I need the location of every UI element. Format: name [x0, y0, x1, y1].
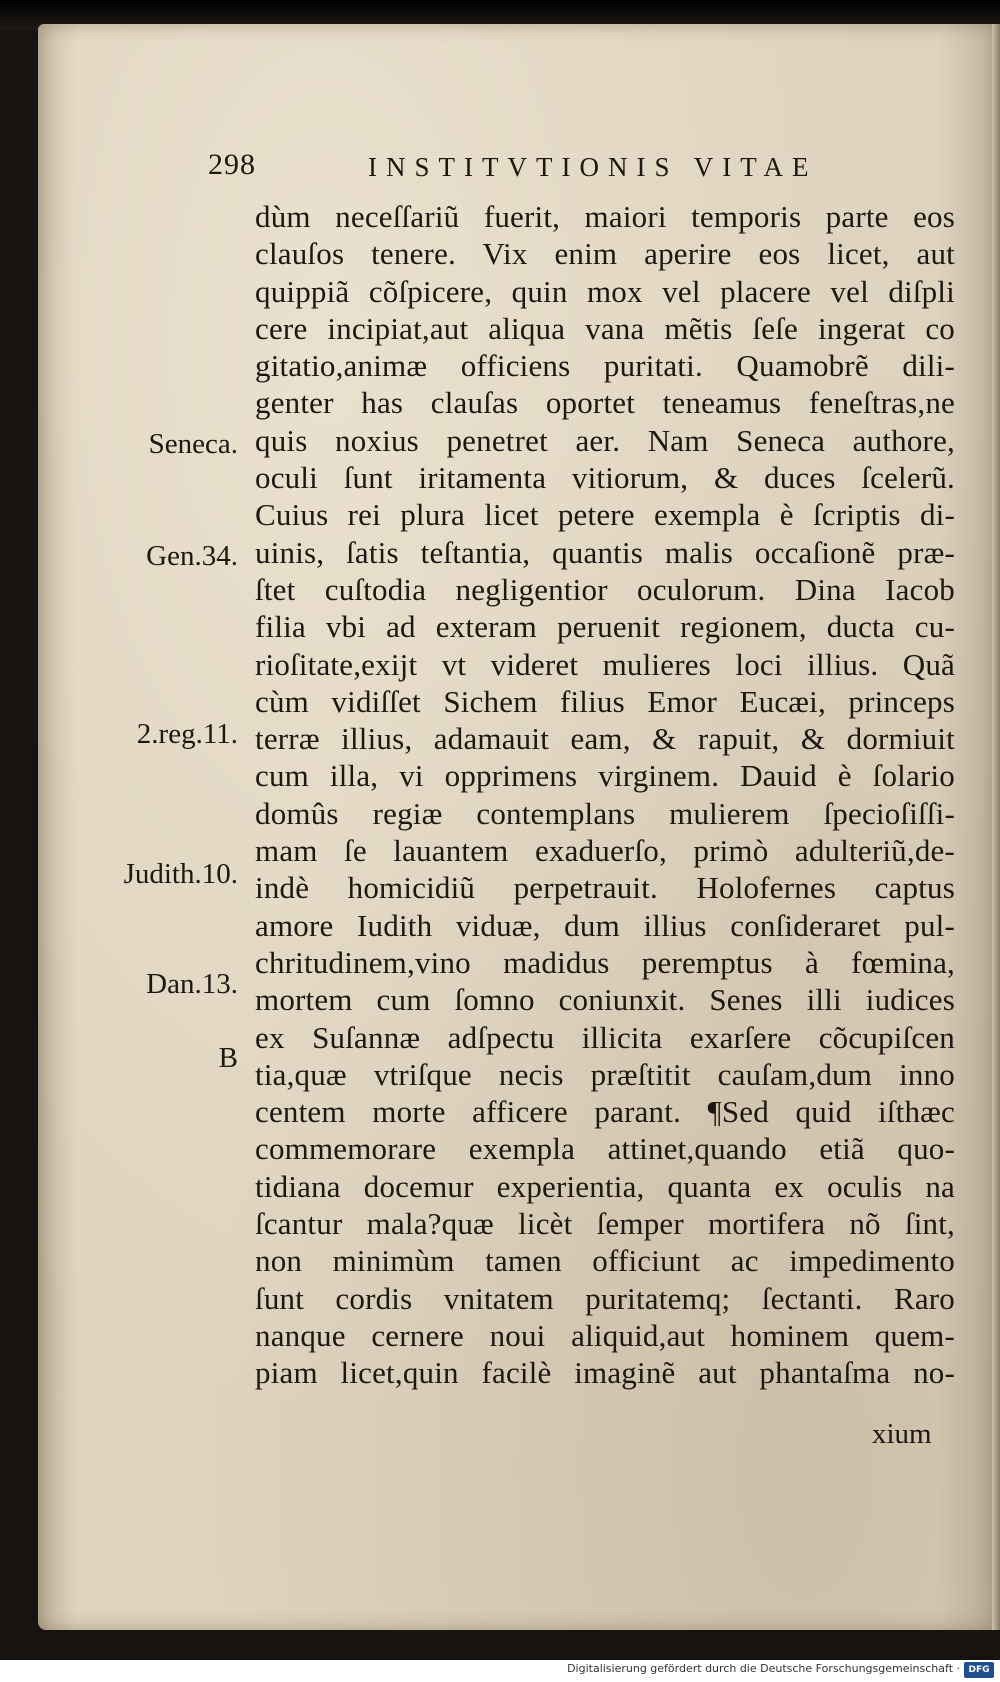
running-title: INSTITVTIONIS VITAE: [368, 152, 818, 182]
text-line: mortem cum ſomno coniunxit. Senes illi iudices: [255, 982, 955, 1018]
text-line: amore Iudith viduæ, dum illius conſideraret pul-: [255, 907, 955, 943]
text-line: cùm vidiſſet Sichem filius Emor Eucæi, princeps: [255, 683, 955, 719]
text-line: quis noxius penetret aer. Nam Seneca authore,: [255, 422, 955, 458]
text-line: ſtet cuſtodia negligentior oculorum. Dina Iacob: [255, 571, 955, 607]
text-line: non minimùm tamen officiunt ac impedimento: [255, 1243, 955, 1279]
page-header: [208, 148, 868, 188]
text-line: cum illa, vi opprimens virginem. Dauid è ſolario: [255, 758, 955, 794]
text-line: filia vbi ad exteram peruenit regionem, ducta cu-: [255, 609, 955, 645]
dfg-logo: DFG: [964, 1662, 994, 1678]
page-number: 298: [208, 148, 256, 181]
text-line: piam licet,quin facilè imaginẽ aut phantaſma no-: [255, 1355, 955, 1391]
text-line: centem morte afficere parant. ¶Sed quid iſthæc: [255, 1094, 955, 1130]
text-line: cere incipiat,aut aliqua vana mẽtis ſeſe ingerat co: [255, 310, 955, 346]
margin-note-judith: Judith.10.: [123, 858, 238, 890]
text-line: indè homicidiũ perpetrauit. Holofernes captus: [255, 870, 955, 906]
text-line: ex Suſannæ adſpectu illicita exarſere cõcupiſcen: [255, 1019, 955, 1055]
signature-mark: B: [218, 1042, 238, 1074]
text-line: rioſitate,exijt vt videret mulieres loci illius. Quã: [255, 646, 955, 682]
text-line: ſunt cordis vnitatem puritatemq; ſectanti. Raro: [255, 1280, 955, 1316]
main-text-block: [255, 198, 955, 1392]
catchword: xium: [872, 1418, 932, 1450]
text-line: dùm neceſſariũ fuerit, maiori temporis parte eos: [255, 199, 955, 234]
margin-note-daniel: Dan.13.: [146, 968, 238, 1000]
text-line: oculi ſunt iritamenta vitiorum, & duces ſcelerũ.: [255, 460, 955, 496]
text-line: Cuius rei plura licet petere exempla è ſcriptis di-: [255, 497, 955, 533]
margin-note-genesis: Gen.34.: [146, 540, 238, 572]
text-line: nanque cernere noui aliquid,aut hominem quem-: [255, 1317, 955, 1353]
text-line: quippiã cõſpicere, quin mox vel placere vel diſpli: [255, 273, 955, 309]
text-line: ſcantur mala?quæ licèt ſemper mortifera nõ ſint,: [255, 1206, 955, 1242]
text-line: domûs regiæ contemplans mulierem ſpecioſiſſi-: [255, 795, 955, 831]
page-edge: [992, 24, 1000, 1630]
text-line: uinis, ſatis teſtantia, quantis malis occaſionẽ præ-: [255, 534, 955, 570]
text-line: genter has clauſas oportet teneamus feneſtras,ne: [255, 385, 955, 421]
text-line: terræ illius, adamauit eam, & rapuit, & dormiuit: [255, 721, 955, 757]
text-line: commemorare exempla attinet,quando etiã quo-: [255, 1131, 955, 1167]
text-line: chritudinem,vino madidus peremptus à fœmina,: [255, 944, 955, 980]
margin-note-seneca: Seneca.: [148, 428, 238, 460]
text-line: tidiana docemur experientia, quanta ex oculis na: [255, 1168, 955, 1204]
text-line: gitatio,animæ officiens puritati. Quamobrẽ dili-: [255, 348, 955, 384]
text-line: clauſos tenere. Vix enim aperire eos licet, aut: [255, 236, 955, 272]
margin-note-reg: 2.reg.11.: [136, 718, 238, 750]
footer-credit: Digitalisierung gefördert durch die Deutsche Forschungsgemeinschaft ·: [567, 1662, 960, 1675]
footer-bar: [0, 1660, 1000, 1682]
text-line: tia,quæ vtriſque necis præſtitit cauſam,dum inno: [255, 1056, 955, 1092]
text-line: mam ſe lauantem exaduerſo, primò adulteriũ,de-: [255, 833, 955, 869]
